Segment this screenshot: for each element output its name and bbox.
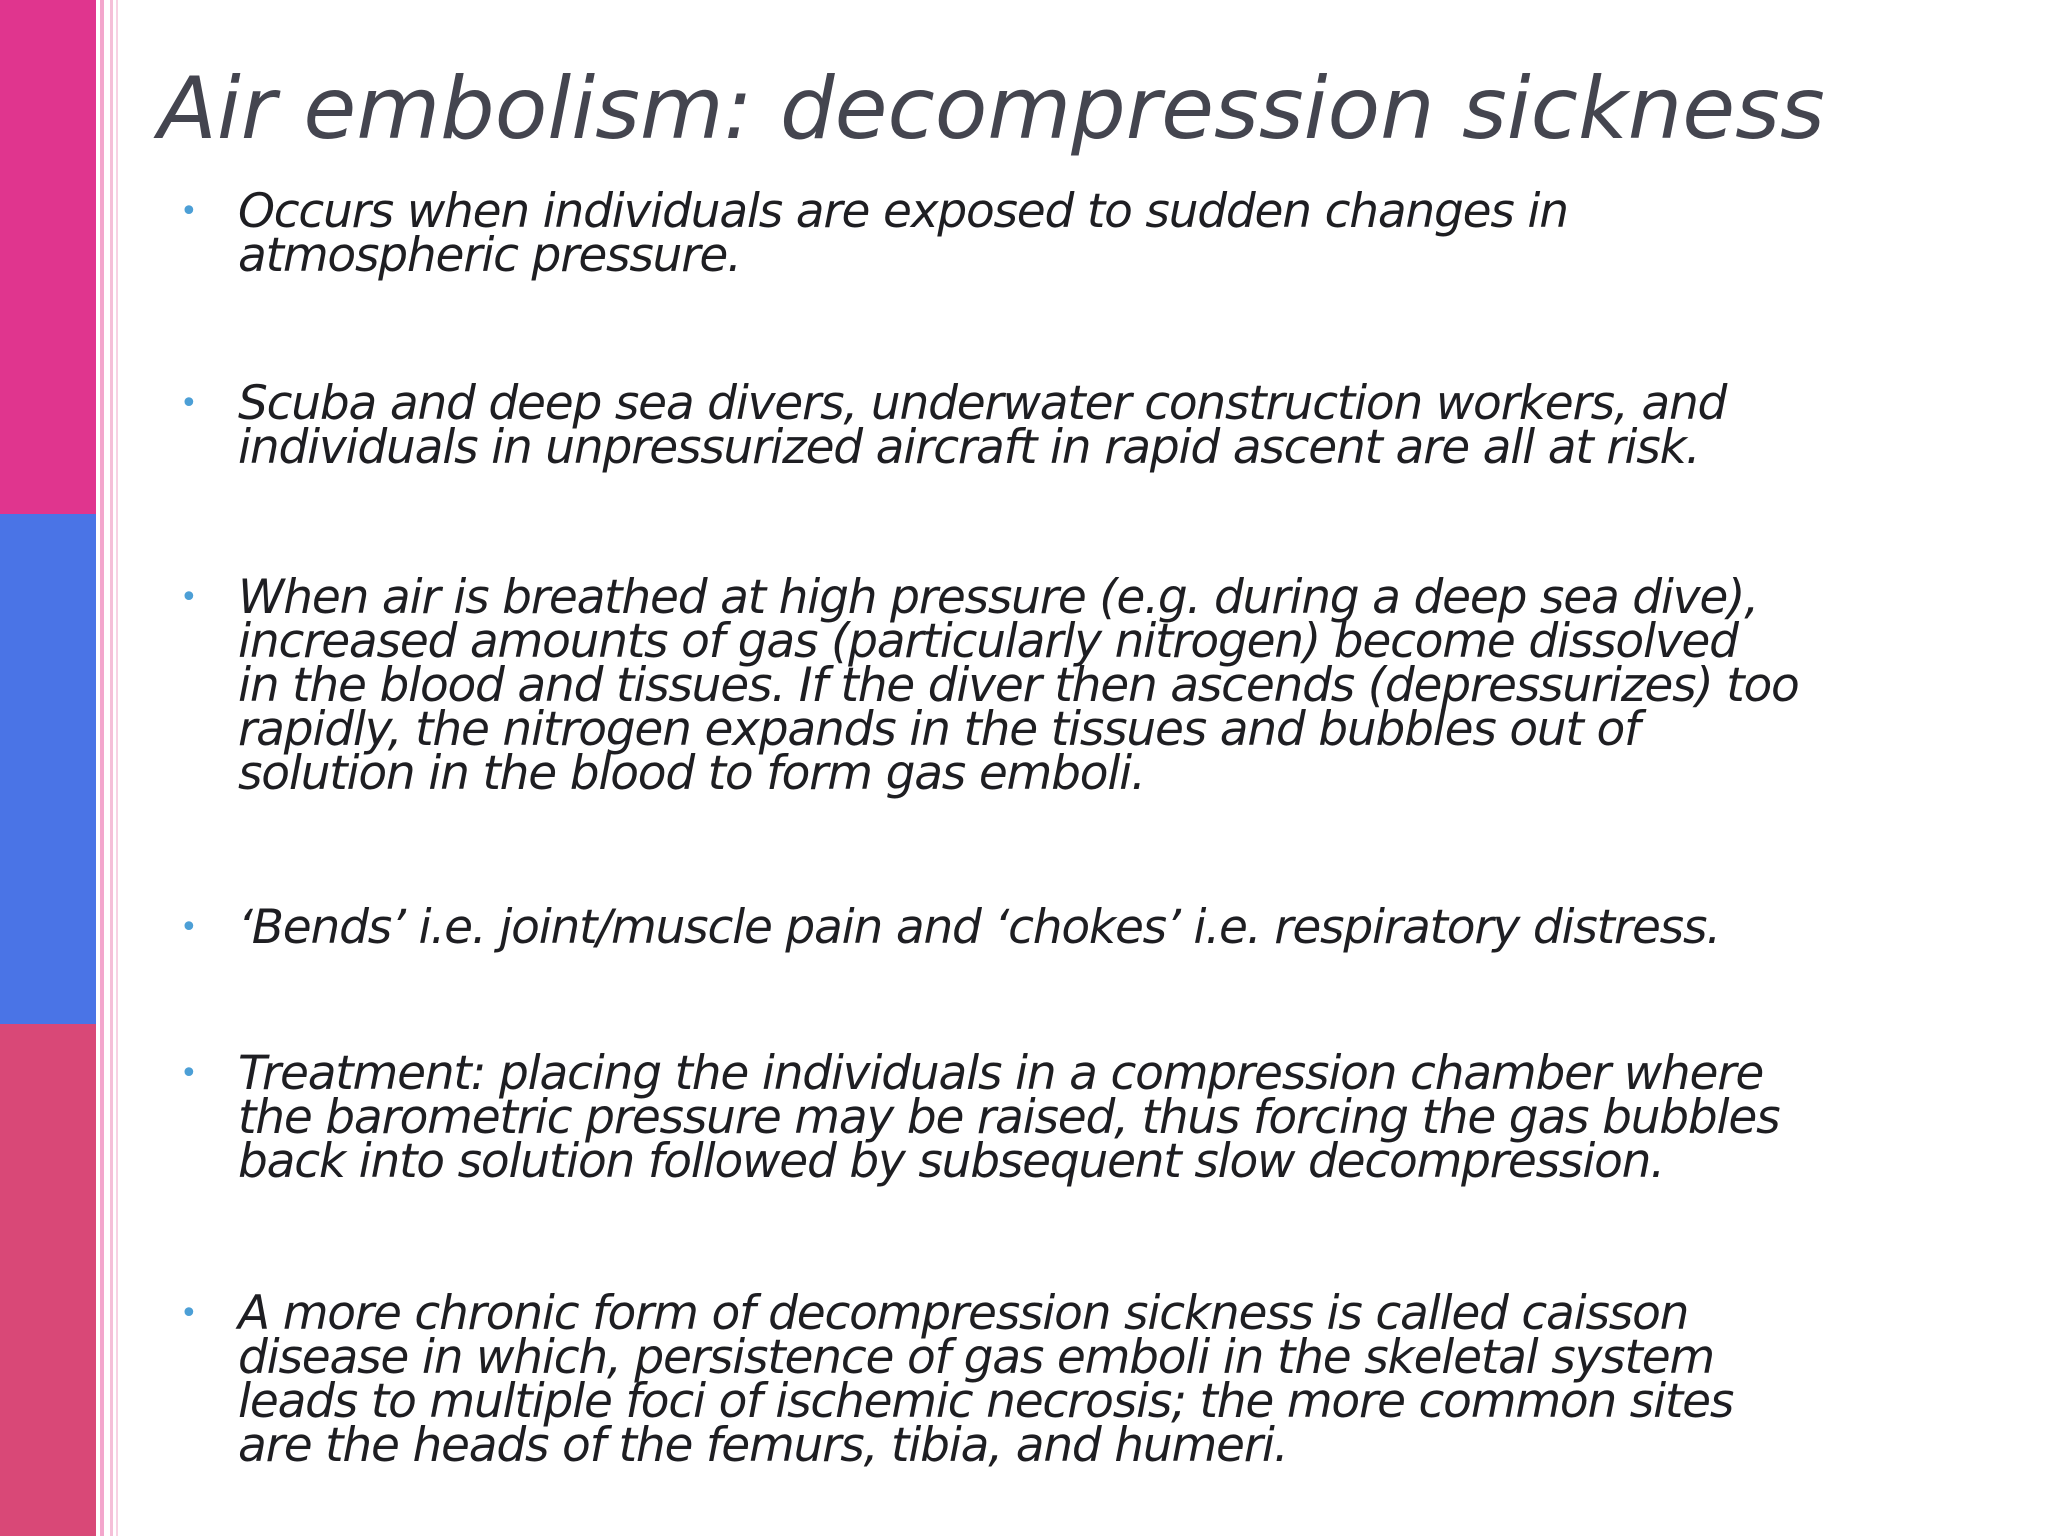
bullet-line: in the blood and tissues. If the diver then ascends (depressurizes) too	[238, 658, 1799, 713]
bullet-marker: •	[180, 580, 198, 615]
bullet-marker: •	[180, 386, 198, 421]
bullet-line: atmospheric pressure.	[238, 228, 741, 283]
slide-title: Air embolism: decompression sickness	[158, 59, 1825, 159]
bullet-marker: •	[180, 910, 198, 945]
bullet-text	[238, 184, 2028, 283]
bullet-line: disease in which, persistence of gas emboli in the skeletal system	[238, 1330, 1714, 1385]
bullet-line: A more chronic form of decompression sickness is called caisson	[238, 1286, 1689, 1341]
bullet-line: Occurs when individuals are exposed to sudden changes in	[238, 184, 1568, 239]
bullet-text	[238, 1286, 2028, 1473]
bullet-line: leads to multiple foci of ischemic necrosis; the more common sites	[238, 1374, 1734, 1429]
bullet-text	[238, 570, 2028, 801]
bullet-text	[238, 900, 2028, 955]
bullet-line: back into solution followed by subsequent slow decompression.	[238, 1134, 1664, 1189]
bullet-line: solution in the blood to form gas emboli.	[238, 746, 1145, 801]
bullet-marker: •	[180, 1056, 198, 1091]
bullet-line: rapidly, the nitrogen expands in the tissues and bubbles out of	[238, 702, 1640, 757]
bullet-text	[238, 376, 2028, 475]
bullet-line: are the heads of the femurs, tibia, and humeri.	[238, 1418, 1288, 1473]
bullet-line: the barometric pressure may be raised, thus forcing the gas bubbles	[238, 1090, 1780, 1145]
bullet-marker: •	[180, 1296, 198, 1331]
bullet-marker: •	[180, 194, 198, 229]
bullet-line: increased amounts of gas (particularly nitrogen) become dissolved	[238, 614, 1738, 669]
bullet-line: Treatment: placing the individuals in a compression chamber where	[238, 1046, 1764, 1101]
bullet-line: ‘Bends’ i.e. joint/muscle pain and ‘chokes’ i.e. respiratory distress.	[238, 900, 1720, 955]
bullet-text	[238, 1046, 2028, 1189]
bullet-line: Scuba and deep sea divers, underwater construction workers, and	[238, 376, 1727, 431]
bullet-line: When air is breathed at high pressure (e.g. during a deep sea dive),	[238, 570, 1758, 625]
bullet-line: individuals in unpressurized aircraft in rapid ascent are all at risk.	[238, 420, 1700, 475]
